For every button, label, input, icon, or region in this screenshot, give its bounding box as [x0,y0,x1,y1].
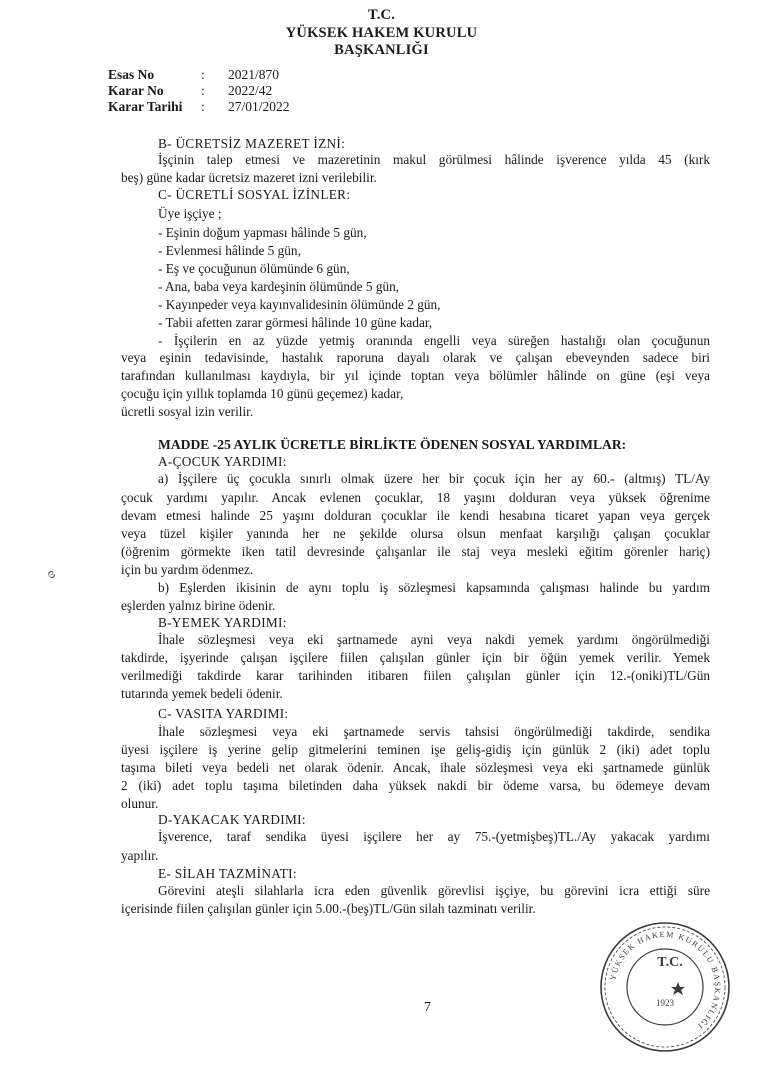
paragraph-line: çocuğu için yıllık toplamda 10 günü geçemez) kadar, [121,386,404,401]
page-number: 7 [424,1000,431,1015]
paragraph-line: a) İşçilere üç çocukla sınırlı olmak üzere her bir çocuk için her ay 60.- (altmış) TL/Ay [158,471,710,486]
list-item: - Eşinin doğum yapması hâlinde 5 gün, [158,225,367,240]
paragraph-line: tarafından kullanılması kaydıyla, bir yıl içinde toptan veya bölümler hâlinde on güne (eşi veya [121,368,710,383]
seal-star-icon [671,982,685,995]
list-item: - Ana, baba veya kardeşinin ölümünde 5 gün, [158,279,400,294]
meta-colon: : [201,83,205,98]
list-item: - Eş ve çocuğunun ölümünde 6 gün, [158,261,350,276]
list-item: - Kayınpeder veya kayınvalidesinin ölümünde 2 gün, [158,297,441,312]
section-title-child-aid: A-ÇOCUK YARDIMI: [158,454,287,469]
paragraph-line: beş) güne kadar ücretsiz mazeret izni verilebilir. [121,170,377,185]
paragraph-line: olunur. [121,796,159,811]
article-title: MADDE -25 AYLIK ÜCRETLE BİRLİKTE ÖDENEN SOSYAL YARDIMLAR: [158,437,627,452]
seal-dotted-ring [605,927,725,1047]
section-title-paid-leave: C- ÜCRETLİ SOSYAL İZİNLER: [158,187,351,202]
section-title-unpaid-leave: B- ÜCRETSİZ MAZERET İZNİ: [158,136,346,151]
paragraph-line: İşçinin talep etmesi ve mazeretinin makul görülmesi hâlinde işverence yılda 45 (kırk [158,152,710,167]
paragraph-line: için bu yardım ödenmez. [121,562,254,577]
paragraph-line: b) Eşlerden ikisinin de aynı toplu iş sözleşmesi kapsamında çalışması halinde bu yardım [158,580,710,595]
paragraph-line: veya eşinin tedavisinde, hastalık raporuna dayalı olarak ve çalışan ebeveynden sadece biri [121,350,710,365]
meta-value: 2022/42 [228,83,273,98]
paragraph-line: (öğrenim görmekte iken tatil devresinde çalışanlar ile staj veya mesleki eğitim görenler hariç) [121,544,710,559]
meta-colon: : [201,99,205,114]
list-item: - İşçilerin en az yüzde yetmiş oranında engelli veya süreğen hastalığı olan çocuğunun [158,333,710,348]
paragraph-line: Görevini ateşli silahlarla icra eden güvenlik görevlisi işçiye, bu görevini icra ettiği süre [158,883,710,898]
paragraph-line: taşıma bileti veya bedeli net olarak ödenir. Ancak, ihale sözleşmesi veya eki şartnamede günlük [121,760,710,775]
meta-key: Karar Tarihi [108,99,183,114]
paragraph-line: 2 (iki) adet toplu taşıma biletinden daha yüksek nakdi bir ödeme varsa, bu ödemeye devam [121,778,710,793]
section-title-fuel-aid: D-YAKACAK YARDIMI: [158,812,306,827]
official-seal-stamp [598,920,732,1054]
paragraph-line: çocuk yardımı yapılır. Ancak evlenen çocuklar, 18 yaşını dolduran veya yüksek öğrenime [121,490,710,505]
handwritten-initial-mark: ɞ [44,565,58,583]
paragraph-line: verilmediği takdirde karar tarihinden itibaren fiilen çalışılan günler için 12.-(oniki)TL/Gün [121,668,710,683]
section-title-transport-aid: C- VASITA YARDIMI: [158,706,289,721]
paragraph-line: İhale sözleşmesi veya eki şartnamede servis tahsisi öngörülmediği takdirde, sendika [158,724,710,739]
paragraph-line: veya tüzel kişiler yanında her ne şekilde olursa olsun menfaat karşılığı çalışan çocuklar [121,526,710,541]
meta-value: 2021/870 [228,67,280,82]
seal-ring-text: YÜKSEK HAKEM KURULU BAŞKANLIĞI [608,929,723,1032]
paragraph-line: takdirde, işyerinde çalışan işçilere fiilen çalışılan günler için bir öğün yemek verilir. Yemek [121,650,710,665]
section-title-meal-aid: B-YEMEK YARDIMI: [158,615,287,630]
header-tc: T.C. [367,7,396,23]
paragraph-line: tutarında yemek bedeli ödenir. [121,686,283,701]
seal-year: 1923 [656,998,674,1008]
paragraph-line: yapılır. [121,848,159,863]
section-title-weapon-allowance: E- SİLAH TAZMİNATI: [158,866,297,881]
paragraph-line: İşverence, taraf sendika üyesi işçilere her ay 75.-(yetmişbeş)TL./Ay yakacak yardımı [158,829,710,844]
meta-key: Karar No [108,83,164,98]
meta-key: Esas No [108,67,155,82]
paragraph-line: eşlerden yalnız birine ödenir. [121,598,276,613]
seal-center-text: T.C. [657,955,683,970]
header-presidency: BAŞKANLIĞI [334,42,429,58]
meta-colon: : [201,67,205,82]
header-institution: YÜKSEK HAKEM KURULU [285,25,478,41]
paragraph-line: üyesi işçilere iş yerine gelip gitmelerini teminen işe geliş-gidiş için günlük 2 (iki) adet toplu [121,742,710,757]
seal-crescent-icon [638,968,658,1008]
paragraph-line: Üye işçiye ; [158,206,222,221]
list-item: - Evlenmesi hâlinde 5 gün, [158,243,301,258]
paragraph-line: ücretli sosyal izin verilir. [121,404,254,419]
paragraph-line: içerisinde fiilen çalışılan günler için 5.00.-(beş)TL/Gün silah tazminatı verilir. [121,901,536,916]
paragraph-line: devam etmesi halinde 25 yaşını dolduran çocuklar ile kendi hesabına ticaret yapan veya gerçek [121,508,710,523]
meta-value: 27/01/2022 [228,99,290,114]
paragraph-line: İhale sözleşmesi veya eki şartnamede ayni veya nakdi yemek yardımı öngörülmediği [158,632,710,647]
list-item: - Tabii afetten zarar görmesi hâlinde 10 güne kadar, [158,315,433,330]
seal-outer-ring [601,923,729,1051]
